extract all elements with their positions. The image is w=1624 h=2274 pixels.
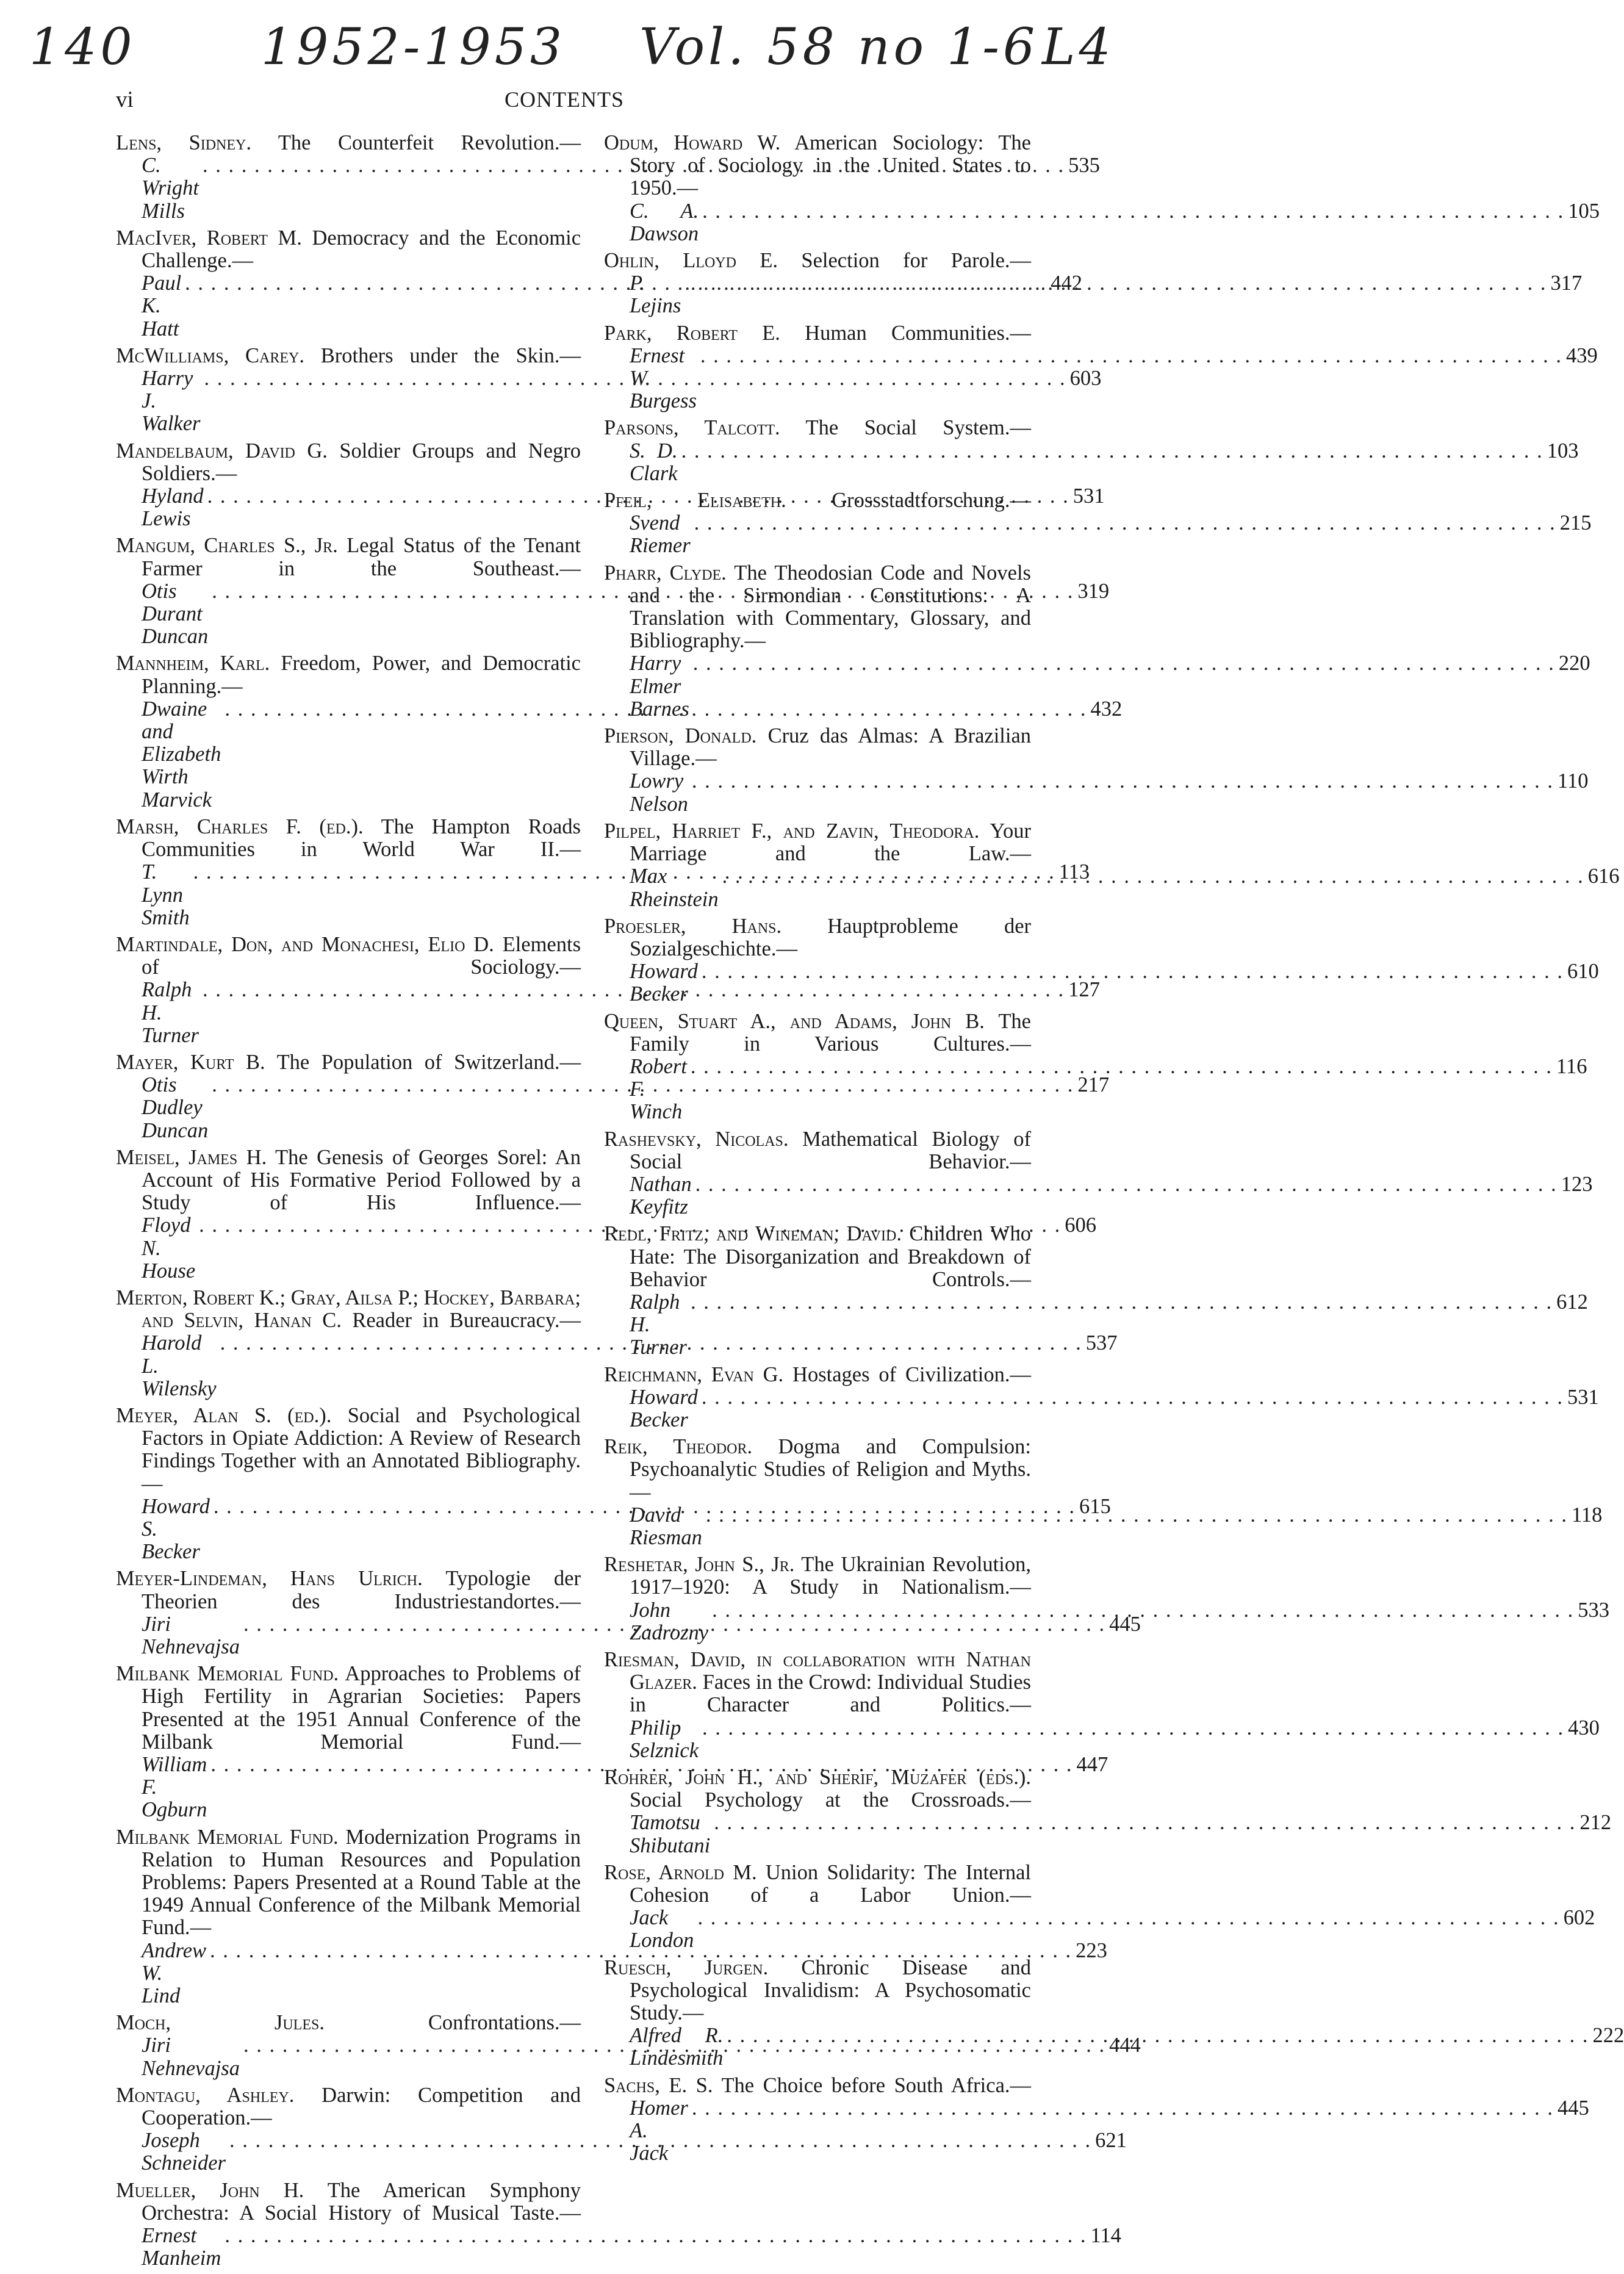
entry-author: Reshetar, John S., Jr.: [604, 1553, 795, 1577]
entry-dash: —: [1010, 1032, 1031, 1056]
entry-dash: —: [559, 1730, 581, 1754]
entry-dash: —: [559, 1309, 581, 1333]
entry-title: Darwin: Competition and Cooperation.: [142, 2083, 581, 2130]
entry-page-number: 215: [1559, 511, 1592, 535]
entry-reviewer: Homer A. Jack: [630, 2096, 688, 2165]
entry-reviewer: Robert F. Winch: [630, 1054, 687, 1124]
entry-title: Elements of Sociology.: [142, 932, 581, 979]
entry-author: Rohrer, John H., and Sherif, Muzafer (eds.).: [604, 1766, 1031, 1790]
contents-entry: [604, 1766, 1612, 1857]
entry-author: Montagu, Ashley.: [116, 2083, 295, 2107]
entry-reviewer: Philip Selznick: [630, 1716, 699, 1762]
entry-page-number: 442: [1051, 272, 1083, 295]
entry-page-number: 114: [1090, 2224, 1121, 2248]
entry-dash: —: [1010, 1150, 1031, 1173]
entry-title: Social Psychology at the Crossroads.: [630, 1788, 1010, 1812]
contents-entry: [604, 1362, 1599, 1432]
dot-leader: [694, 1907, 1563, 1929]
entry-page-number: 432: [1090, 697, 1123, 721]
entry-reviewer: Howard S. Becker: [142, 1494, 210, 1564]
entry-author: Marsh, Charles F. (ed.).: [116, 815, 364, 838]
entry-reviewer: Max Rheinstein: [630, 865, 719, 911]
dot-leader: [688, 2097, 1558, 2120]
entry-title: Legal Status of the Tenant Farmer in the Southeast.: [142, 534, 581, 580]
entry-dash: —: [559, 131, 581, 154]
entry-dash: —: [1010, 1788, 1031, 1812]
entry-dash: —: [559, 838, 581, 862]
entry-reviewer: Ralph H. Turner: [142, 978, 199, 1047]
entry-title: The Social System.: [805, 416, 1010, 440]
handwritten-volume: Vol. 58 no 1-6: [639, 18, 1039, 76]
entry-reviewer: Jack London: [630, 1906, 694, 1952]
entry-page-number: 220: [1558, 652, 1590, 675]
handwritten-annotation: [29, 12, 1115, 85]
dot-leader: [692, 1173, 1561, 1196]
handwritten-years: 1952-1953: [261, 18, 566, 76]
contents-entry: [604, 724, 1589, 816]
dot-leader: [699, 1717, 1568, 1740]
entry-title: The Hampton Roads Communities in World War II.: [142, 815, 581, 862]
entry-reviewer: Harold L. Wilensky: [142, 1331, 217, 1400]
entry-page-number: 223: [1076, 1938, 1107, 1962]
entry-page-number: 445: [1557, 2096, 1589, 2120]
entry-dash: —: [1010, 1362, 1031, 1386]
entry-dash: —: [1010, 2073, 1032, 2097]
entry-dash: —: [215, 461, 237, 485]
entry-author: Mangum, Charles S., Jr.: [116, 534, 338, 558]
entry-title: The Theodosian Code and Novels and the Sirmondian Constitutions: A Translation with Commentary, Glossary, and Bibliography.: [630, 561, 1031, 653]
entry-title: Chronic Disease and Psychological Invalidism: A Psychosomatic Study.: [630, 1956, 1032, 2025]
entry-title: Confrontations.: [428, 2011, 560, 2035]
entry-page-number: 535: [1068, 154, 1100, 178]
entry-page-number: 127: [1068, 978, 1100, 1002]
entry-title: Reader in Bureaucracy.: [352, 1309, 560, 1333]
dot-leader: [691, 512, 1560, 534]
entry-author: McWilliams, Carey.: [116, 344, 304, 367]
entry-page-number: 610: [1567, 960, 1599, 984]
entry-reviewer: Andrew W. Lind: [142, 1938, 207, 2008]
entry-page-number: 616: [1587, 865, 1620, 888]
entry-dash: —: [1010, 489, 1031, 513]
entry-author: Reik, Theodor.: [604, 1435, 753, 1459]
entry-dash: —: [559, 2011, 581, 2035]
dot-leader: [723, 2024, 1592, 2047]
handwritten-code: L4: [1042, 18, 1115, 76]
entry-page-number: 430: [1568, 1716, 1600, 1740]
entry-author: Park, Robert E.: [604, 321, 780, 345]
entry-title: The Genesis of Georges Sorel: An Account of His Formative Period Followed by a Study of His Influence.: [142, 1145, 581, 1215]
handwritten-number: 140: [29, 18, 136, 76]
entry-reviewer: David Riesman: [630, 1503, 702, 1549]
entry-page-number: 447: [1076, 1753, 1108, 1777]
entry-title: Democracy and the Economic Challenge.: [142, 226, 581, 273]
entry-author: Odum, Howard W.: [604, 131, 781, 154]
dot-leader: [681, 272, 1550, 295]
contents-entry: [604, 416, 1579, 485]
entry-page-number: 317: [1550, 272, 1583, 295]
entry-reviewer: Svend Riemer: [630, 511, 691, 558]
entry-title: Freedom, Power, and Democratic Planning.: [142, 652, 581, 698]
entry-reviewer: Tamotsu Shibutani: [630, 1811, 711, 1857]
dot-leader: [687, 1056, 1556, 1078]
entry-author: Queen, Stuart A., and Adams, John B.: [604, 1009, 985, 1033]
entry-reviewer: Ernest Manheim: [142, 2224, 221, 2270]
entry-author: Milbank Memorial Fund.: [116, 1662, 339, 1686]
entry-author: Meyer-Lindeman, Hans Ulrich.: [116, 1567, 423, 1591]
dot-leader: [687, 1291, 1556, 1314]
entry-page-number: 116: [1556, 1054, 1587, 1078]
entry-dash: —: [1010, 1575, 1031, 1599]
entry-title: The Choice before South Africa.: [721, 2073, 1010, 2097]
entry-title: Dogma and Compulsion: Psychoanalytic Studies of Religion and Myths.: [630, 1435, 1032, 1481]
entry-title: Human Communities.: [805, 321, 1010, 345]
entry-page-number: 537: [1085, 1331, 1118, 1355]
entry-title: American Sociology: The Story of Sociology in the United States to 1950.: [630, 131, 1031, 200]
dot-leader: [710, 1812, 1579, 1834]
entry-title: Social and Psychological Factors in Opiate Addiction: A Review of Research Findings Together with an Annotated Bibliography.: [142, 1403, 581, 1473]
entry-author: Redl, Fritz, and Wineman, David.: [604, 1222, 902, 1246]
entry-author: Rose, Arnold M.: [604, 1860, 757, 1884]
entry-author: Merton, Robert K.; Gray, Ailsa P.; Hockey, Barbara; and Selvin, Hanan C.: [116, 1286, 581, 1333]
entry-title: Mathematical Biology of Social Behavior.: [630, 1127, 1031, 1173]
dot-leader: [699, 200, 1568, 223]
entry-dash: —: [232, 249, 253, 273]
contents-entry: [116, 2178, 1121, 2270]
entry-author: Ohlin, Lloyd E.: [604, 249, 778, 273]
entry-title: Grossstadtforschung.: [832, 489, 1010, 513]
entry-reviewer: Nathan Keyfitz: [630, 1172, 692, 1219]
entry-reviewer: S. D. Clark: [630, 439, 678, 485]
entry-reviewer: Paul K. Hatt: [142, 272, 182, 340]
entry-dash: —: [559, 556, 581, 580]
entry-author: Reichmann, Evan G.: [604, 1362, 784, 1386]
entry-author: Milbank Memorial Fund.: [116, 1825, 339, 1849]
entry-dash: —: [677, 176, 699, 200]
entry-page-number: 621: [1095, 2129, 1127, 2153]
entry-title: Approaches to Problems of High Fertility in Agrarian Societies: Papers Presented at the 1951 Annual Conference of the Milbank Memorial Fund.: [142, 1662, 581, 1754]
entry-reviewer: Ralph H. Turner: [630, 1290, 687, 1359]
entry-title: Brothers under the Skin.: [320, 344, 560, 367]
entry-author: Pharr, Clyde.: [604, 561, 727, 585]
entry-page-number: 606: [1065, 1214, 1097, 1237]
entry-title: Soldier Groups and Negro Soldiers.: [142, 439, 581, 485]
entry-author: Moch, Jules.: [116, 2011, 325, 2035]
entry-title: Your Marriage and the Law.: [630, 819, 1031, 866]
entry-page-number: 445: [1109, 1612, 1141, 1636]
entry-title: Selection for Parole.: [801, 249, 1010, 273]
entry-dash: —: [221, 674, 243, 698]
entry-dash: —: [190, 1916, 212, 1940]
entry-dash: —: [1010, 1267, 1031, 1291]
entry-reviewer: Otis Durant Duncan: [142, 579, 209, 649]
entry-dash: —: [630, 1480, 651, 1504]
entry-dash: —: [559, 1050, 581, 1074]
entry-author: Mandelbaum, David G.: [116, 439, 328, 462]
entry-title: The Population of Switzerland.: [276, 1050, 560, 1074]
entry-reviewer: John Zadrozny: [630, 1598, 709, 1644]
dot-leader: [698, 1386, 1567, 1409]
entry-author: Sachs, E. S.: [604, 2073, 713, 2097]
entry-dash: —: [142, 1472, 163, 1495]
entry-dash: —: [682, 2001, 704, 2025]
entry-title: Typologie der Theorien des Industriestandortes.: [142, 1567, 581, 1613]
entry-title: Children Who Hate: The Disorganization and Breakdown of Behavior Controls.: [630, 1222, 1031, 1291]
entry-title: The American Symphony Orchestra: A Social History of Musical Taste.: [142, 2178, 581, 2225]
entry-dash: —: [1010, 1693, 1031, 1717]
entry-dash: —: [1010, 249, 1032, 273]
entry-dash: —: [251, 2106, 272, 2130]
entry-page-number: 103: [1547, 439, 1579, 462]
entry-author: Parsons, Talcott.: [604, 416, 780, 440]
entry-reviewer: Jiri Nehnevajsa: [142, 2034, 240, 2080]
entry-author: Mueller, John H.: [116, 2178, 304, 2202]
dot-leader: [702, 1504, 1572, 1527]
entry-reviewer: Otis Dudley Duncan: [142, 1073, 209, 1142]
entry-page-number: 444: [1109, 2034, 1141, 2057]
entry-dash: —: [1010, 321, 1032, 345]
entry-page-number: 217: [1077, 1073, 1110, 1097]
entry-reviewer: Joseph Schneider: [142, 2129, 226, 2175]
entry-dash: —: [744, 629, 766, 653]
dot-leader: [708, 1599, 1578, 1622]
entry-reviewer: William F. Ogburn: [142, 1753, 207, 1822]
dot-leader: [221, 2225, 1090, 2247]
entry-author: MacIver, Robert M.: [116, 226, 302, 250]
dot-leader: [688, 770, 1558, 793]
contents-entry: [604, 1127, 1593, 1219]
entry-author: Pilpel, Harriet F., and Zavin, Theodora.: [604, 819, 980, 843]
contents-entry: [604, 1648, 1600, 1762]
entry-author: Mayer, Kurt B.: [116, 1050, 265, 1074]
entry-title: The Family in Various Cultures.: [630, 1009, 1031, 1056]
entry-reviewer: C. A. Dawson: [630, 199, 699, 245]
entry-author: Martindale, Don, and Monachesi, Elio D.: [116, 932, 494, 956]
entry-page-number: 533: [1578, 1598, 1609, 1622]
entry-dash: —: [776, 937, 797, 960]
page-title: CONTENTS: [505, 87, 624, 112]
entry-title: The Ukrainian Revolution, 1917–1920: A Study in Nationalism.: [630, 1553, 1031, 1599]
entry-page-number: 531: [1567, 1385, 1599, 1409]
entry-reviewer: C. Wright Mills: [142, 154, 199, 223]
entry-page-number: 113: [1058, 860, 1090, 884]
entry-reviewer: Howard Becker: [630, 960, 698, 1006]
entry-reviewer: Dwaine and Elizabeth Wirth Marvick: [142, 697, 221, 811]
dot-leader: [719, 865, 1588, 888]
entry-reviewer: Jiri Nehnevajsa: [142, 1612, 240, 1658]
entry-author: Ruesch, Jurgen.: [604, 1956, 769, 1979]
entry-page-number: 212: [1579, 1811, 1612, 1835]
entry-author: Meyer, Alan S. (ed.).: [116, 1403, 332, 1427]
entry-page-number: 603: [1069, 367, 1102, 390]
entry-reviewer: Alfred R. Lindesmith: [630, 2024, 724, 2070]
entry-page-number: 439: [1566, 344, 1598, 367]
entry-dash: —: [559, 1589, 581, 1613]
entry-dash: —: [559, 344, 581, 367]
dot-leader: [689, 652, 1559, 675]
entry-page-number: 105: [1568, 199, 1600, 223]
entry-page-number: 615: [1079, 1494, 1111, 1518]
entry-author: Mannheim, Karl.: [116, 652, 270, 675]
entry-author: Lens, Sidney.: [116, 131, 251, 154]
entry-author: Riesman, David, in collaboration with Nathan Glazer.: [604, 1648, 1031, 1694]
entry-reviewer: Harry J. Walker: [142, 367, 201, 436]
entry-page-number: 531: [1072, 484, 1105, 508]
entry-page-number: 118: [1571, 1503, 1603, 1527]
entry-reviewer: Lowry Nelson: [630, 769, 688, 816]
entry-reviewer: T. Lynn Smith: [142, 860, 190, 929]
entry-author: Rashevsky, Nicolas.: [604, 1127, 789, 1151]
entry-dash: —: [559, 955, 581, 979]
entry-page-number: 602: [1563, 1906, 1595, 1930]
entry-reviewer: Floyd N. House: [142, 1214, 196, 1283]
entry-title: The Counterfeit Revolution.: [278, 131, 560, 154]
entry-author: Meisel, James H.: [116, 1145, 267, 1169]
entry-page-number: 110: [1557, 769, 1589, 793]
entry-author: Pfeil, Elisabeth.: [604, 489, 786, 513]
entry-reviewer: Harry Elmer Barnes: [630, 652, 689, 721]
entry-reviewer: Howard Becker: [630, 1385, 698, 1431]
entry-reviewer: P. Lejins: [630, 272, 681, 318]
dot-leader: [698, 960, 1567, 983]
entry-dash: —: [695, 747, 717, 771]
entry-title: Hauptprobleme der Sozialgeschichte.: [630, 914, 1031, 960]
entry-reviewer: Hyland Lewis: [142, 484, 204, 531]
dot-leader: [697, 345, 1566, 367]
entry-reviewer: Ernest W. Burgess: [630, 344, 697, 413]
entry-page-number: 612: [1556, 1290, 1588, 1314]
entry-dash: —: [1010, 1884, 1031, 1907]
entry-title: Union Solidarity: The Internal Cohesion of a Labor Union.: [630, 1860, 1032, 1907]
entry-page-number: 123: [1561, 1172, 1593, 1196]
entry-title: Cruz das Almas: A Brazilian Village.: [630, 724, 1032, 771]
entry-author: Proesler, Hans.: [604, 914, 782, 938]
entry-page-number: 222: [1592, 2024, 1624, 2048]
page-number: vi: [116, 87, 134, 112]
entry-author: Pierson, Donald.: [604, 724, 757, 748]
entry-title: Faces in the Crowd: Individual Studies in Character and Politics.: [630, 1671, 1031, 1717]
entry-dash: —: [559, 2201, 581, 2225]
entry-dash: —: [1010, 842, 1031, 866]
entry-dash: —: [1010, 416, 1031, 440]
entry-dash: —: [559, 1191, 581, 1215]
entry-page-number: 319: [1077, 579, 1110, 603]
entry-title: Hostages of Civilization.: [792, 1362, 1010, 1386]
dot-leader: [678, 440, 1547, 462]
page-header: [116, 87, 1013, 117]
entry-title: Modernization Programs in Relation to Human Resources and Population Problems: Papers Presented at a Round Table at the 1949 Annual Conference of the Milbank Memorial Fund.: [142, 1825, 581, 1940]
